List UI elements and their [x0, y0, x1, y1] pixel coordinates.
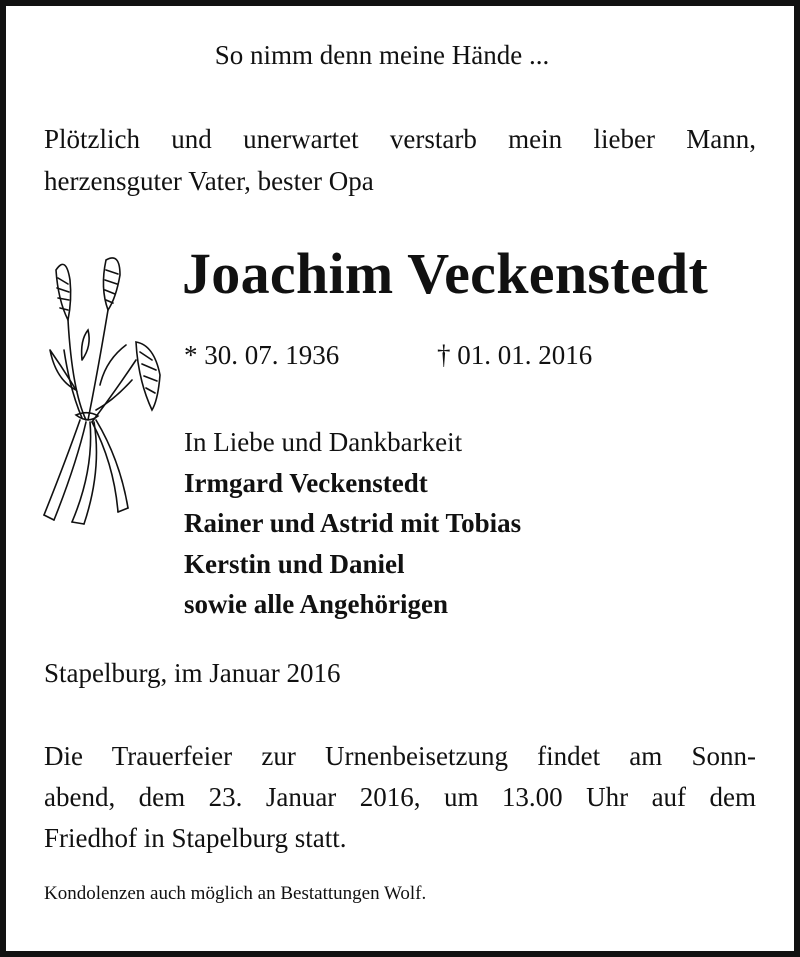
condolence-note: Kondolenzen auch möglich an Bestattungen Wolf. [44, 883, 427, 904]
opening-quote: So nimm denn meine Hände ... [214, 40, 550, 70]
birth-date: * 30. 07. 1936 [184, 340, 340, 370]
announcement-line: herzensguter Vater, bester Opa [44, 166, 374, 196]
deceased-name: Joachim Veckenstedt [182, 241, 709, 306]
mourner-name: Irmgard Veckenstedt [184, 467, 428, 498]
mourners-intro: In Liebe und Dankbarkeit [184, 427, 463, 457]
mourner-name: sowie alle Angehörigen [184, 589, 448, 619]
announcement-line: Plötzlich und unerwartet verstarb mein lieber Mann, [44, 124, 756, 154]
place-and-date: Stapelburg, im Januar 2016 [44, 658, 341, 688]
wheat-bundle-icon [36, 250, 166, 530]
notice-line: abend, dem 23. Januar 2016, um 13.00 Uhr auf dem [44, 782, 756, 812]
death-date: † 01. 01. 2016 [437, 340, 593, 370]
notice-line: Friedhof in Stapelburg statt. [44, 823, 347, 853]
funeral-notice [44, 736, 756, 859]
notice-line: Die Trauerfeier zur Urnenbeisetzung findet am Sonn- [44, 741, 756, 771]
mourner-name: Rainer und Astrid mit Tobias [184, 508, 522, 538]
death-announcement [44, 118, 756, 202]
mourner-name: Kerstin und Daniel [184, 548, 405, 579]
mourners-list [184, 422, 521, 625]
